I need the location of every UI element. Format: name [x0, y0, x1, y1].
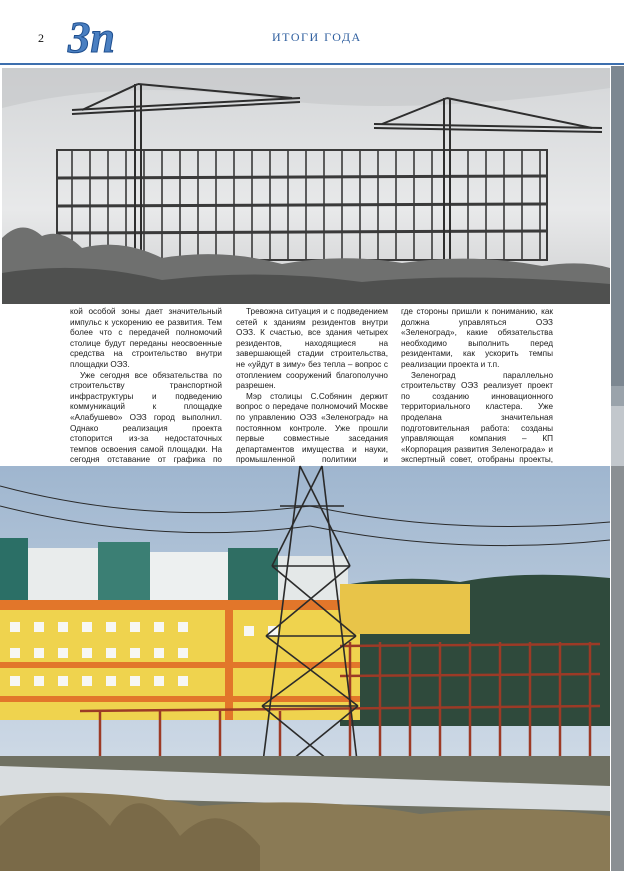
newspaper-logo [66, 12, 126, 60]
article-paragraph: где стороны пришли к пониманию, как должна управляться ОЭЗ «Зеленоград», какие обязательства необходимо выполнить перед резидентами, как ускорить темпы реализации проекта и т.п. [401, 307, 553, 369]
building-powerline-photo [0, 466, 610, 871]
header-rule [0, 63, 624, 65]
article-paragraph: Зеленоград параллельно строительству ОЭЗ реализует проект по созданию инновационного территориального кластера. Уже проделана значительная подготовительная работа: созданы управляющая компания – КП «Корпорация развития Зеленограда» и экспертный совет, отобраны проекты, [401, 370, 553, 465]
page-number: 2 [38, 31, 44, 45]
logo-text: Зп [68, 13, 115, 62]
article-paragraph: кой особой зоны дает значительный импульс к ускорению ее развития. Тем более что с передачей полномочий столице будут переданы неосвоенные средства на строительство внутри площадки ОЭЗ. [70, 307, 222, 369]
construction-crane-photo [2, 68, 610, 304]
article-column-3 [401, 307, 553, 465]
adjacent-page-strip [611, 66, 624, 871]
section-title: ИТОГИ ГОДА [272, 30, 362, 44]
article-column-2 [236, 307, 388, 465]
article-paragraph: Мэр столицы С.Собянин держит вопрос о передаче полномочий Москве по управлению ОЭЗ «Зеленоград» на постоянном контроле. Уже прошли первые совместные заседания департаментов имущества и науки, промышленной политики и [236, 391, 388, 465]
article-paragraph: Уже сегодня все обязательства по строительству транспортной инфраструктуры и подведению коммуникаций к площадке «Алабушево» ОЭЗ город выполнил. Однако реализация проекта стопорится из-за недостаточных темпов освоения самой площадки. На сегодня отставание от графика по [70, 370, 222, 465]
article-paragraph: Тревожна ситуация и с подведением сетей к зданиям резидентов внутри ОЭЗ. К счастью, все здания четырех резидентов, находящиеся на завершающей стадии строительства, не «уйдут в зиму» без тепла – вопрос с отоплением сооружений благополучно разрешен. [236, 307, 388, 391]
article-column-1 [70, 307, 222, 465]
